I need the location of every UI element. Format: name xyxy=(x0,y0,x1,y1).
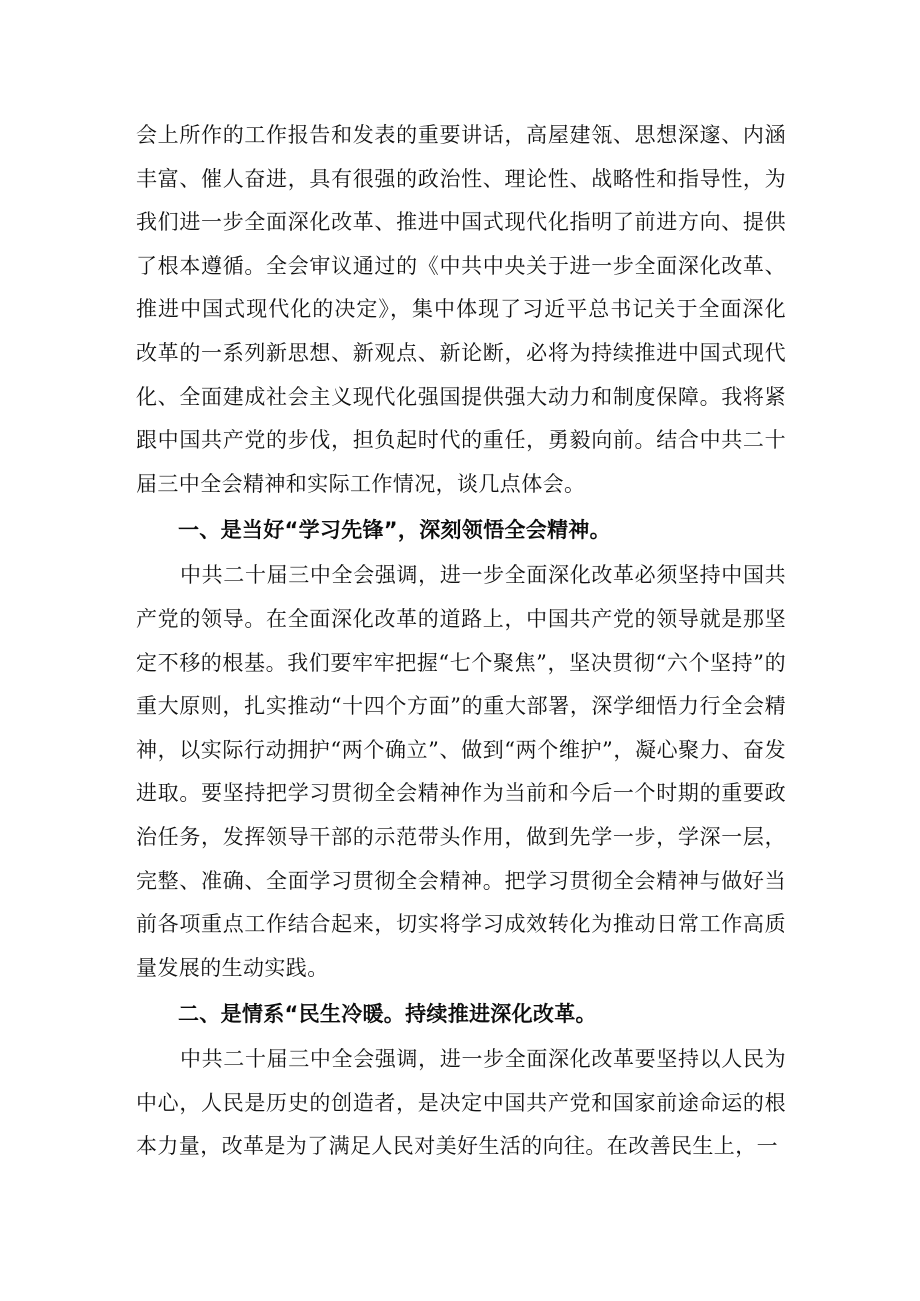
section-heading-2: 二、是情系“民生冷暖。持续推进深化改革。 xyxy=(178,1002,597,1027)
body-paragraph-2: 中共二十届三中全会强调，进一步全面深化改革必须坚持中国共产党的领导。在全面深化改革的道路上，中国共产党的领导就是那坚定不移的根基。我们要牢牢把握“七个聚焦”，坚决贯彻“六个坚持”的重大原则，扎实推动“十四个方面”的重大部署，深学细悟力行全会精神，以实际行动拥护“两个确立”、做到“两个维护”，凝心聚力、奋发进取。要坚持把学习贯彻全会精神作为当前和今后一个时期的重要政治任务，发挥领导干部的示范带头作用，做到先学一步，学深一层，完整、准确、全面学习贯彻全会精神。把学习贯彻全会精神与做好当前各项重点工作结合起来，切实将学习成效转化为推动日常工作高质量发展的生动实践。 xyxy=(136,563,786,980)
body-paragraph-3: 中共二十届三中全会强调，进一步全面深化改革要坚持以人民为中心，人民是历史的创造者，是决定中国共产党和国家前途命运的根本力量，改革是为了满足人民对美好生活的向往。在改善民生上，一 xyxy=(136,1047,786,1159)
section-heading-1: 一、是当好“学习先锋”，深刻领悟全会精神。 xyxy=(178,518,611,543)
document-body xyxy=(136,114,786,1169)
body-paragraph-1: 会上所作的工作报告和发表的重要讲话，高屋建瓴、思想深邃、内涵丰富、催人奋进，具有很强的政治性、理论性、战略性和指导性，为我们进一步全面深化改革、推进中国式现代化指明了前进方向、提供了根本遵循。全会审议通过的《中共中央关于进一步全面深化改革、推进中国式现代化的决定》，集中体现了习近平总书记关于全面深化改革的一系列新思想、新观点、新论断，必将为持续推进中国式现代化、全面建成社会主义现代化强国提供强大动力和制度保障。我将紧跟中国共产党的步伐，担负起时代的重任，勇毅向前。结合中共二十届三中全会精神和实际工作情况，谈几点体会。 xyxy=(136,123,786,496)
